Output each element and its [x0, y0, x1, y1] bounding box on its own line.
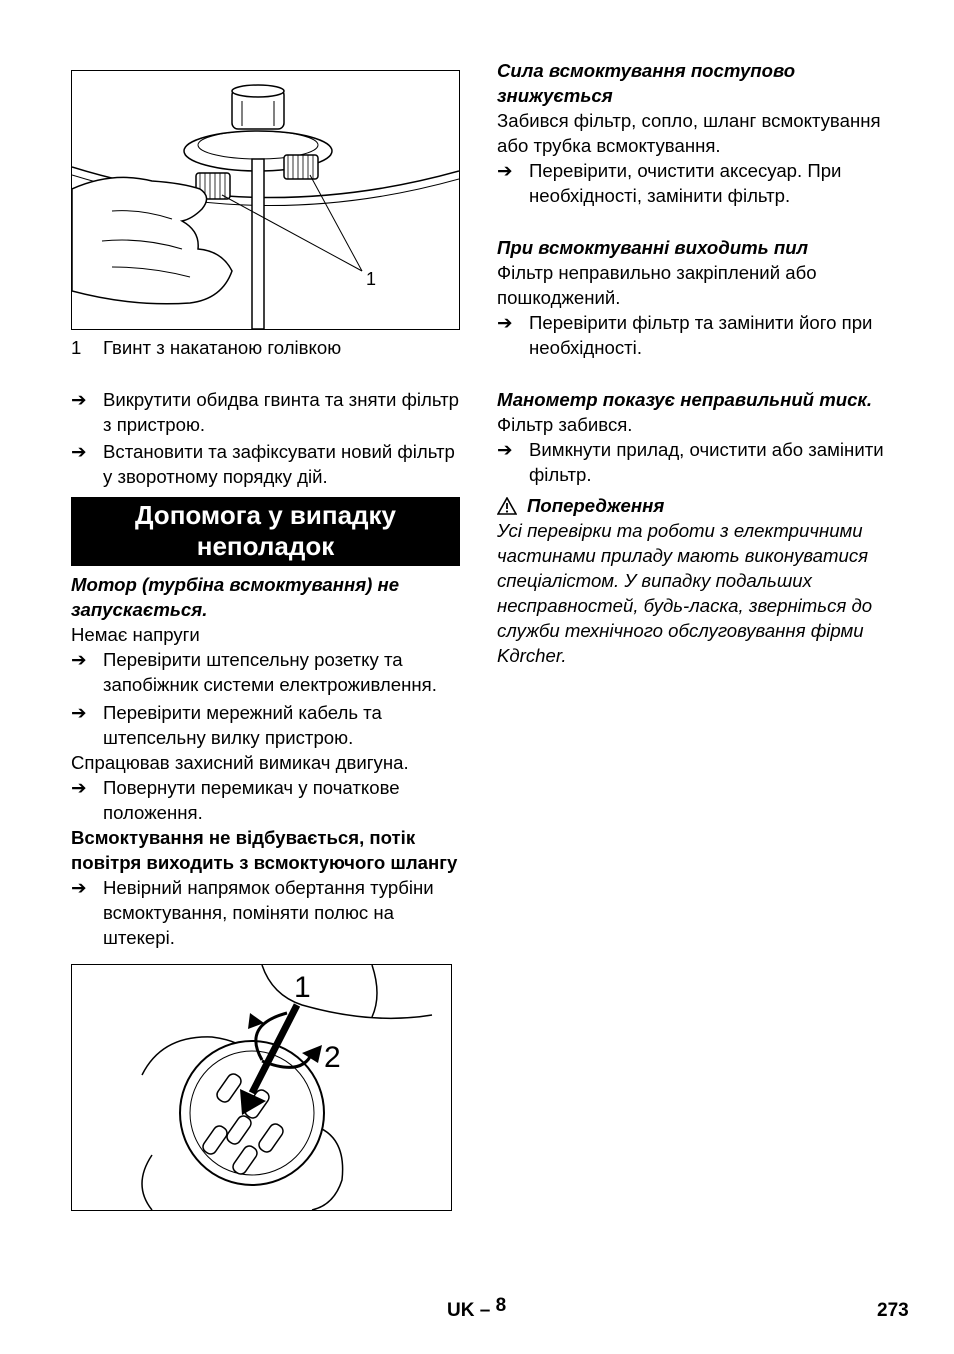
label-1: 1 — [294, 971, 311, 1004]
list-item: ➔ Перевірити, очистити аксесуар. При необхідності, замінити фільтр. — [497, 160, 842, 206]
arrow-icon: ➔ — [71, 389, 87, 410]
list-item: ➔ Повернути перемикач у початкове положення. — [71, 777, 400, 823]
suction-cause: Забився фільтр, сопло, шланг всмоктування або трубка всмоктування. — [497, 110, 881, 156]
arrow-icon: ➔ — [71, 777, 87, 798]
filter-screw-drawing — [72, 71, 459, 329]
list-item: ➔ Невірний напрямок обертання турбіни всмоктування, поміняти полюс на штекері. — [71, 877, 434, 948]
label-2: 2 — [324, 1041, 341, 1074]
filter-screw-illustration — [71, 70, 460, 330]
list-item: ➔ Викрутити обидва гвинта та зняти фільтр з пристрою. — [71, 389, 459, 435]
dust-heading: При всмоктуванні виходить пил — [497, 237, 809, 258]
gauge-heading: Манометр показує неправильний тиск. — [497, 389, 873, 410]
left-column — [71, 70, 463, 1211]
section-banner: Допомога у випадку неполадок — [71, 497, 460, 566]
motor-cause-1: Немає напруги — [71, 624, 200, 645]
warning-heading: Попередження — [497, 493, 897, 518]
warning-triangle-icon — [497, 497, 517, 515]
arrow-icon: ➔ — [497, 160, 513, 181]
right-column — [497, 58, 897, 668]
callout-1: 1 — [366, 269, 377, 289]
arrow-icon: ➔ — [71, 649, 87, 670]
page-number: 273 — [877, 1300, 909, 1321]
list-item: ➔ Вимкнути прилад, очистити або замінити фільтр. — [497, 439, 884, 485]
list-item: ➔ Перевірити штепсельну розетку та запобіжник системи електроживлення. — [71, 649, 437, 695]
airflow-heading: Всмоктування не відбувається, потік повітря виходить з всмоктуючого шлангу — [71, 827, 458, 873]
arrow-icon: ➔ — [71, 877, 87, 898]
caption-number: 1 — [71, 337, 82, 358]
motor-heading: Мотор (турбіна всмоктування) не запускається. — [71, 574, 400, 620]
warning-text: Усі перевірки та роботи з електричними частинами приладу мають виконуватися спеціалістом. У випадку подальших несправностей, будь-ласка, зверніться до служби технічного обслуговування фірми Kдrcher. — [497, 520, 873, 666]
motor-cause-2: Спрацював захисний вимикач двигуна. — [71, 752, 409, 773]
gauge-cause: Фільтр забився. — [497, 414, 633, 435]
list-item: ➔ Перевірити фільтр та замінити його при необхідності. — [497, 312, 873, 358]
list-item: ➔ Встановити та зафіксувати новий фільтр у зворотному порядку дій. — [71, 441, 455, 487]
plug-pole-illustration — [71, 964, 452, 1211]
caption-text: Гвинт з накатаною голівкою — [103, 337, 342, 358]
figure-caption — [71, 335, 463, 360]
arrow-icon: ➔ — [497, 439, 513, 460]
footer-section: UK – 8 — [447, 1295, 507, 1321]
suction-heading: Сила всмоктування поступово знижується — [497, 60, 796, 106]
dust-cause: Фільтр неправильно закріплений або пошкоджений. — [497, 262, 817, 308]
arrow-icon: ➔ — [71, 441, 87, 462]
arrow-icon: ➔ — [497, 312, 513, 333]
plug-pole-drawing — [72, 965, 451, 1210]
list-item: ➔ Перевірити мережний кабель та штепсельну вилку пристрою. — [71, 702, 382, 748]
arrow-icon: ➔ — [71, 702, 87, 723]
